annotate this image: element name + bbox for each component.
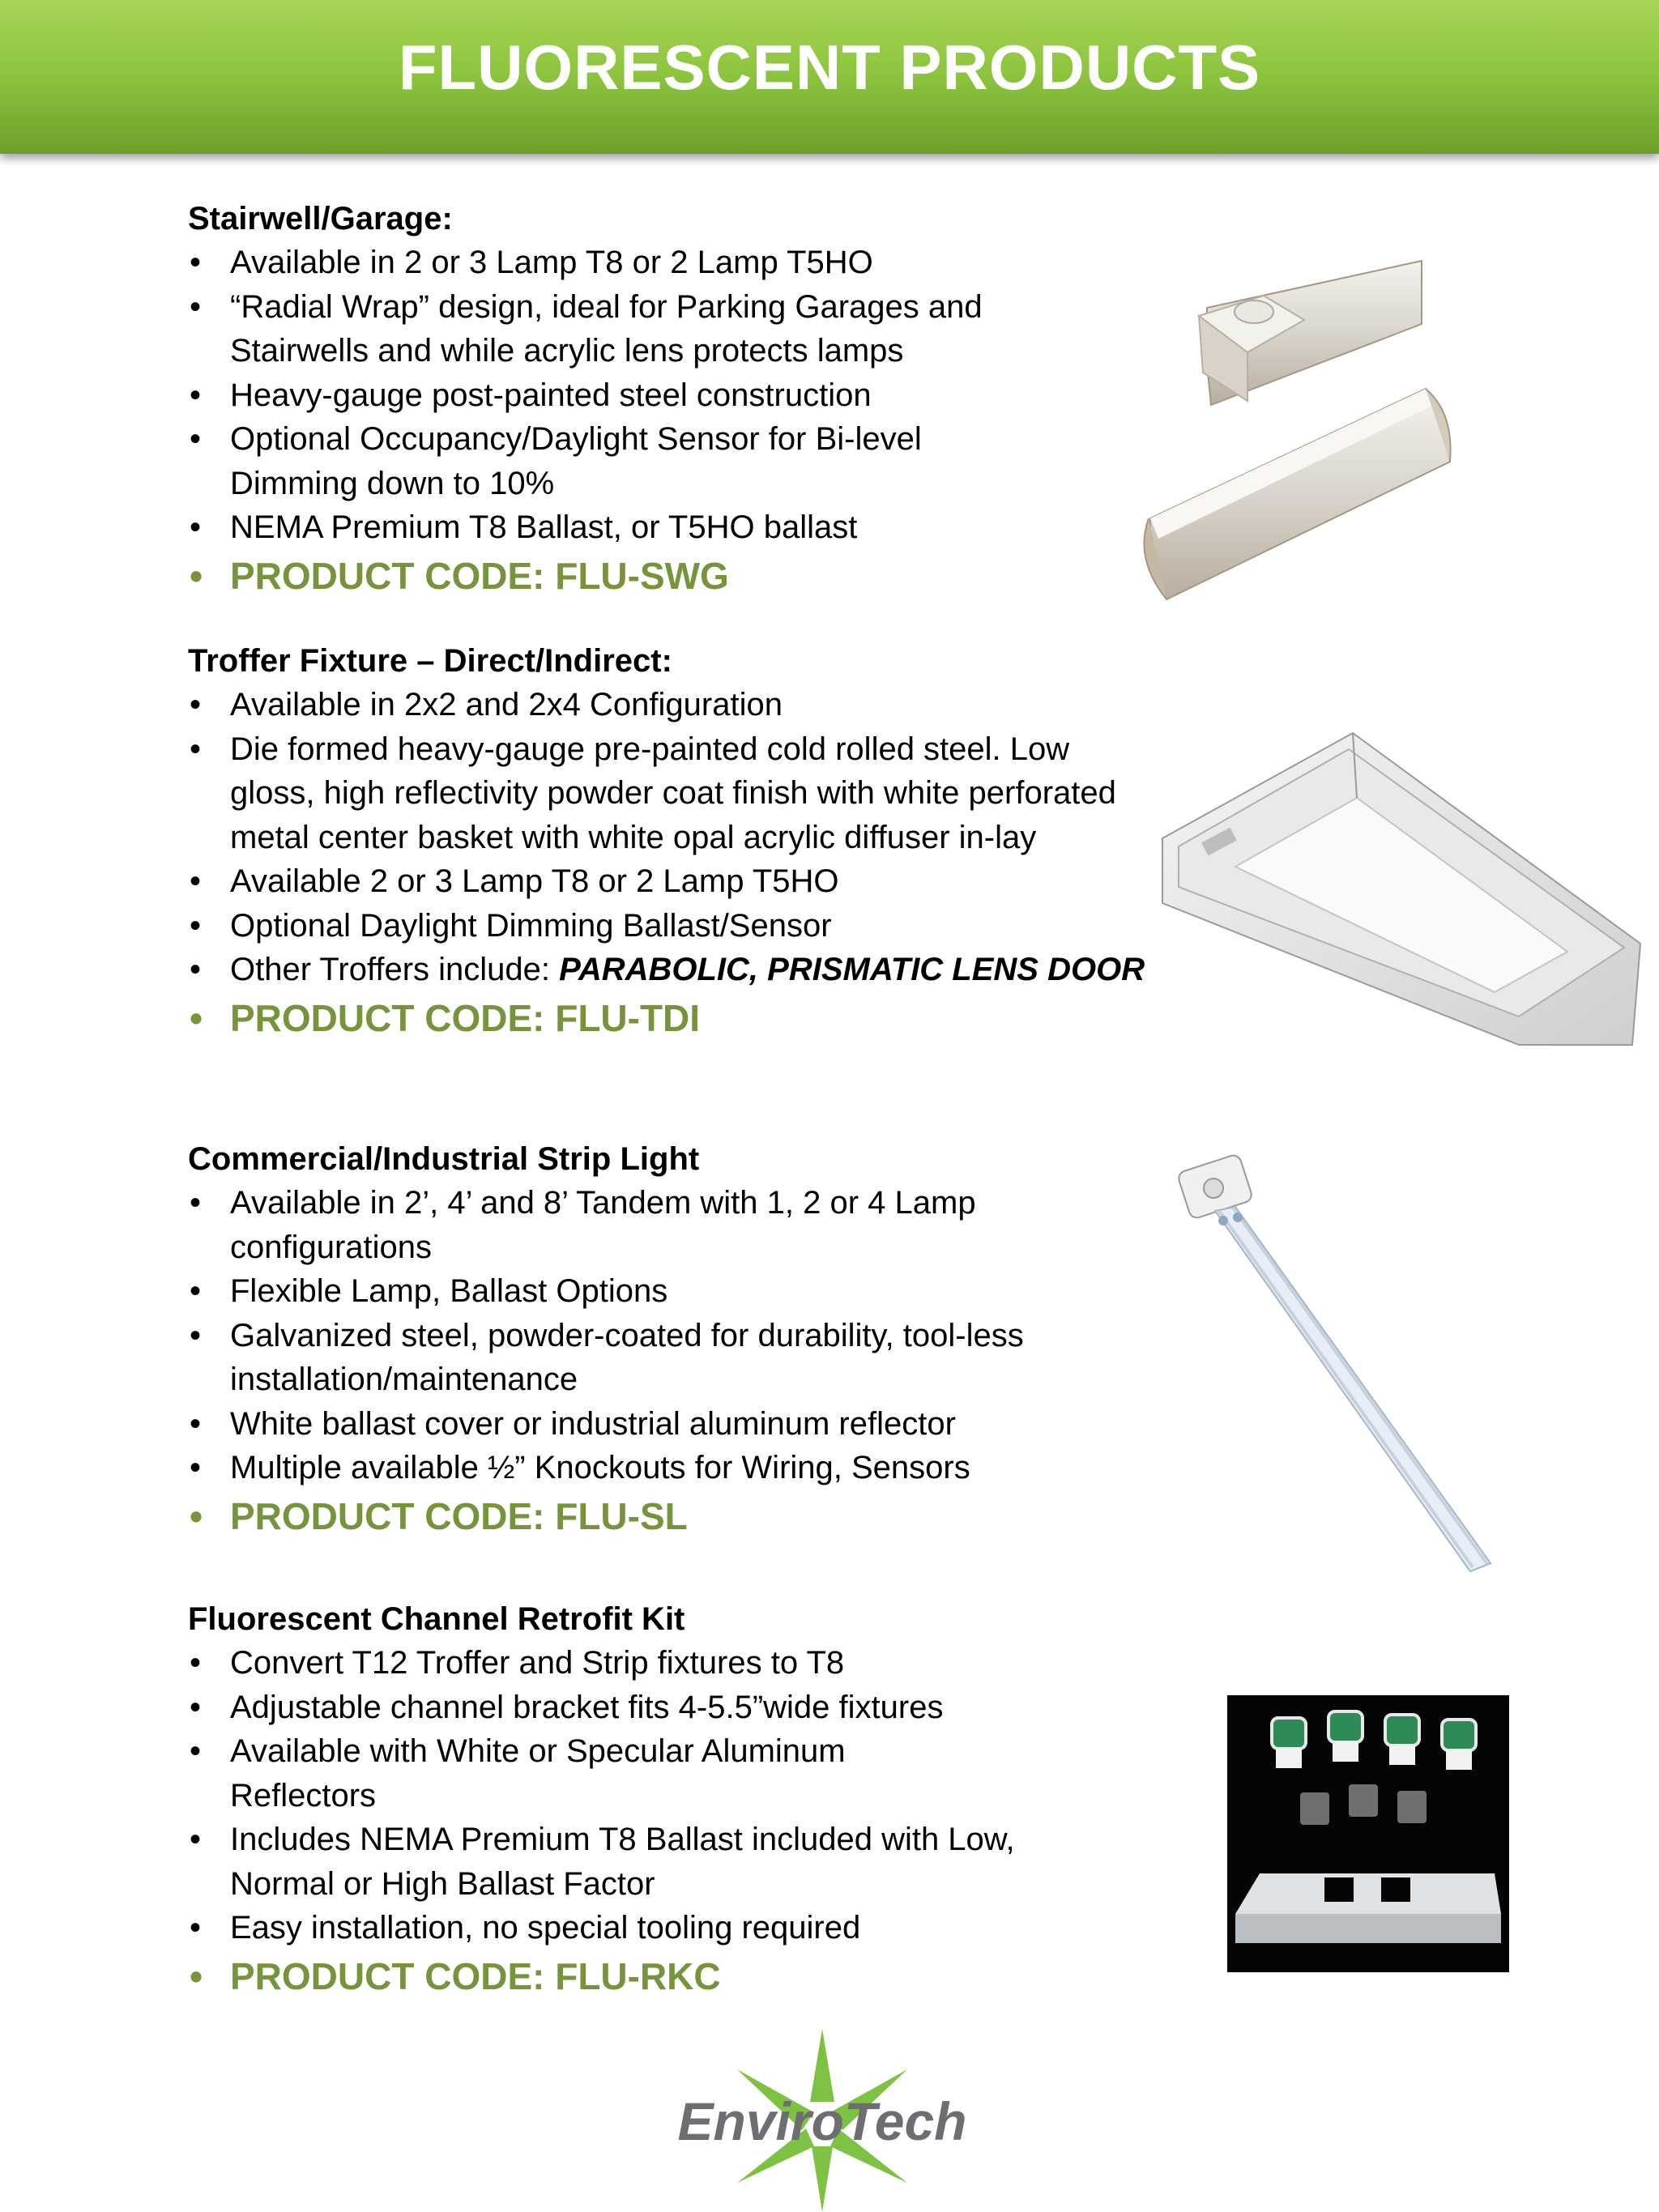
list-item: • Available 2 or 3 Lamp T8 or 2 Lamp T5HO bbox=[188, 859, 1144, 904]
feature-list bbox=[188, 683, 1144, 1044]
list-item: • Optional Daylight Dimming Ballast/Sensor bbox=[188, 904, 1144, 948]
section-retrofit-kit bbox=[188, 1597, 1144, 2002]
list-item: • Convert T12 Troffer and Strip fixtures to T8 bbox=[188, 1641, 1144, 1686]
product-code: • PRODUCT CODE: FLU-SWG bbox=[188, 550, 1144, 602]
section-troffer bbox=[188, 639, 1144, 1044]
product-code: • PRODUCT CODE: FLU-RKC bbox=[188, 1950, 1144, 2002]
section-heading: Fluorescent Channel Retrofit Kit bbox=[188, 1601, 685, 1637]
feature-list bbox=[188, 1641, 1144, 2002]
troffer-fixture-image bbox=[1154, 725, 1653, 1049]
list-item: • Includes NEMA Premium T8 Ballast included with Low, Normal or High Ballast Factor bbox=[188, 1818, 1040, 1906]
list-item: • Optional Occupancy/Daylight Sensor for Bi-level Dimming down to 10% bbox=[188, 417, 1040, 505]
list-item: • “Radial Wrap” design, ideal for Parking Garages and Stairwells and while acrylic lens protects lamps bbox=[188, 285, 1056, 373]
other-troffers-types: PARABOLIC, PRISMATIC LENS DOOR bbox=[559, 952, 1145, 987]
list-item bbox=[188, 948, 1283, 992]
envirotech-logo bbox=[640, 2025, 1004, 2212]
page-title: FLUORESCENT PRODUCTS bbox=[398, 32, 1261, 103]
list-item: • White ballast cover or industrial aluminum reflector bbox=[188, 1402, 1144, 1447]
list-item: • Adjustable channel bracket fits 4-5.5”wide fixtures bbox=[188, 1686, 1144, 1730]
list-item: • Flexible Lamp, Ballast Options bbox=[188, 1269, 1144, 1314]
feature-list bbox=[188, 1181, 1144, 1542]
section-stairwell-garage bbox=[188, 197, 1144, 602]
list-item: • Die formed heavy-gauge pre-painted cold rolled steel. Low gloss, high reflectivity powder coat finish with white perforated metal center basket with white opal acrylic diffuser in-lay bbox=[188, 727, 1154, 860]
section-heading: Troffer Fixture – Direct/Indirect: bbox=[188, 643, 672, 679]
list-item: • Galvanized steel, powder-coated for durability, tool-less installation/maintenance bbox=[188, 1314, 1048, 1402]
product-code: • PRODUCT CODE: FLU-SL bbox=[188, 1490, 1144, 1542]
list-item: • Available in 2 or 3 Lamp T8 or 2 Lamp T5HO bbox=[188, 241, 1144, 285]
strip-light-image bbox=[1175, 1154, 1499, 1575]
stairwell-fixture-image bbox=[1134, 251, 1458, 607]
retrofit-kit-image bbox=[1227, 1695, 1509, 1972]
list-item: • Multiple available ½” Knockouts for Wiring, Sensors bbox=[188, 1446, 1144, 1490]
feature-list bbox=[188, 241, 1144, 602]
list-item: • Available with White or Specular Aluminum Reflectors bbox=[188, 1729, 943, 1818]
other-troffers-prefix: Other Troffers include: bbox=[230, 952, 560, 987]
section-heading: Commercial/Industrial Strip Light bbox=[188, 1141, 700, 1177]
list-item: • Available in 2’, 4’ and 8’ Tandem with 1, 2 or 4 Lamp configurations bbox=[188, 1181, 1056, 1269]
logo-text: EnviroTech bbox=[677, 2091, 967, 2151]
section-strip-light bbox=[188, 1137, 1144, 1542]
list-item: • Available in 2x2 and 2x4 Configuration bbox=[188, 683, 1144, 727]
section-heading: Stairwell/Garage: bbox=[188, 201, 453, 237]
list-item: • NEMA Premium T8 Ballast, or T5HO ballast bbox=[188, 505, 1144, 550]
title-banner bbox=[0, 0, 1659, 154]
list-item: • Heavy-gauge post-painted steel construction bbox=[188, 373, 1144, 418]
list-item: • Easy installation, no special tooling required bbox=[188, 1906, 1144, 1950]
product-code: • PRODUCT CODE: FLU-TDI bbox=[188, 992, 1144, 1044]
